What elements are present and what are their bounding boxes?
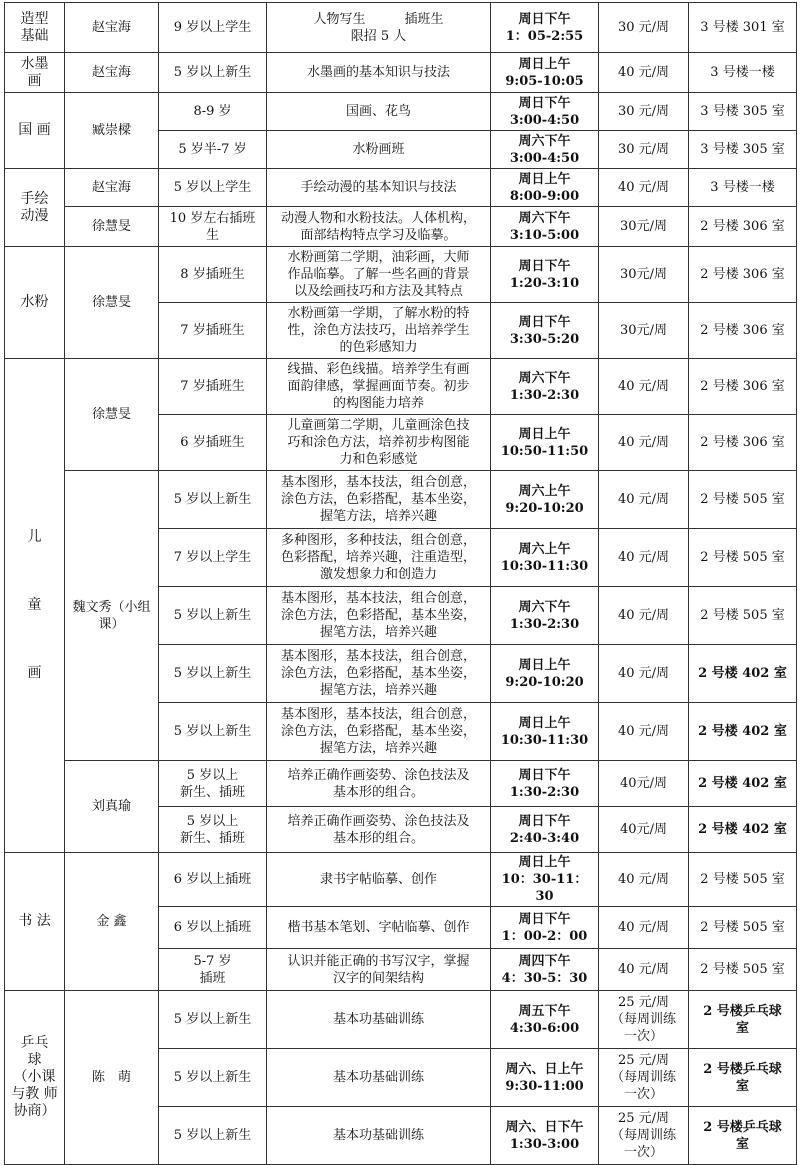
course-schedule-table <box>4 2 797 1165</box>
age-cell: 6 岁以上插班 <box>159 853 267 907</box>
room-cell: 2 号楼 402 室 <box>689 645 797 703</box>
time-cell: 周日上午 10:30-11:30 <box>491 703 599 761</box>
age-cell: 5 岁以上新生 <box>159 471 267 529</box>
category-cell: 造型 基础 <box>5 3 65 53</box>
content-cell: 基本功基础训练 <box>267 1049 491 1107</box>
room-cell: 2 号楼 306 室 <box>689 415 797 471</box>
age-cell: 7 岁插班生 <box>159 359 267 415</box>
content-cell: 手绘动漫的基本知识与技法 <box>267 169 491 207</box>
time-cell: 周五下午 4:30-6:00 <box>491 991 599 1049</box>
age-cell: 6 岁以上插班 <box>159 907 267 949</box>
category-cell: 水粉 <box>5 247 65 359</box>
time-cell: 周四下午 4：30-5：30 <box>491 949 599 991</box>
room-cell: 2 号楼 306 室 <box>689 359 797 415</box>
category-cell: 水墨 画 <box>5 53 65 93</box>
content-cell: 基本功基础训练 <box>267 991 491 1049</box>
room-cell: 2 号楼 505 室 <box>689 907 797 949</box>
teacher-cell: 徐慧旻 <box>65 207 159 247</box>
content-cell: 多种图形，多种技法，组合创意， 色彩搭配，培养兴趣，注重造型， 激发想象力和创造力 <box>267 529 491 587</box>
table-row <box>5 991 797 1049</box>
fee-cell: 40 元/周 <box>599 53 689 93</box>
age-cell: 5 岁以上 新生、插班 <box>159 807 267 853</box>
table-row <box>5 93 797 131</box>
age-cell: 5 岁以上新生 <box>159 991 267 1049</box>
content-cell: 水墨画的基本知识与技法 <box>267 53 491 93</box>
category-cell: 国 画 <box>5 93 65 169</box>
fee-cell: 40 元/周 <box>599 703 689 761</box>
table-row <box>5 761 797 807</box>
category-cell: 乒乓 球 （小课 与教 师 协商） <box>5 991 65 1165</box>
content-cell: 儿童画第二学期，儿童画涂色技 巧和涂色方法，培养初步构图能 力和色彩感觉 <box>267 415 491 471</box>
content-cell: 楷书基本笔划、字帖临摹、创作 <box>267 907 491 949</box>
content-cell: 基本图形，基本技法，组合创意， 涂色方法，色彩搭配，基本坐姿， 握笔方法，培养兴趣 <box>267 587 491 645</box>
age-cell: 5-7 岁 插班 <box>159 949 267 991</box>
teacher-cell: 赵宝海 <box>65 169 159 207</box>
content-cell: 水粉画第一学期，了解水粉的特 性，涂色方法技巧，出培养学生 的色彩感知力 <box>267 303 491 359</box>
content-cell: 培养正确作画姿势、涂色技法及 基本形的组合。 <box>267 761 491 807</box>
time-cell: 周日下午 2:40-3:40 <box>491 807 599 853</box>
fee-cell: 30元/周 <box>599 247 689 303</box>
room-cell: 2 号楼 402 室 <box>689 807 797 853</box>
room-cell: 3 号楼一楼 <box>689 169 797 207</box>
room-cell: 2 号楼 402 室 <box>689 703 797 761</box>
content-cell: 基本功基础训练 <box>267 1107 491 1165</box>
table-row <box>5 207 797 247</box>
teacher-cell: 赵宝海 <box>65 3 159 53</box>
table-row <box>5 359 797 415</box>
teacher-cell: 徐慧旻 <box>65 247 159 359</box>
fee-cell: 25 元/周 （每周训练 一次） <box>599 991 689 1049</box>
time-cell: 周六上午 9:20-10:20 <box>491 471 599 529</box>
teacher-cell: 陈 萌 <box>65 991 159 1165</box>
fee-cell: 40 元/周 <box>599 471 689 529</box>
fee-cell: 40 元/周 <box>599 949 689 991</box>
age-cell: 8 岁插班生 <box>159 247 267 303</box>
room-cell: 2 号楼 505 室 <box>689 853 797 907</box>
fee-cell: 30元/周 <box>599 303 689 359</box>
fee-cell: 40 元/周 <box>599 415 689 471</box>
room-cell: 2 号楼乒乓球 室 <box>689 991 797 1049</box>
fee-cell: 40元/周 <box>599 761 689 807</box>
time-cell: 周日下午 1:20-3:10 <box>491 247 599 303</box>
content-cell: 基本图形，基本技法，组合创意， 涂色方法，色彩搭配，基本坐姿， 握笔方法，培养兴趣 <box>267 645 491 703</box>
room-cell: 2 号楼乒乓球 室 <box>689 1049 797 1107</box>
teacher-cell: 魏文秀（小组 课） <box>65 471 159 761</box>
fee-cell: 40 元/周 <box>599 169 689 207</box>
time-cell: 周六下午 3:00-4:50 <box>491 131 599 169</box>
table-row <box>5 247 797 303</box>
content-cell: 认识并能正确的书写汉字，掌握 汉字的间架结构 <box>267 949 491 991</box>
category-cell: 手绘 动漫 <box>5 169 65 247</box>
time-cell: 周日上午 10:50-11:50 <box>491 415 599 471</box>
table-row <box>5 53 797 93</box>
content-cell: 隶书字帖临摹、创作 <box>267 853 491 907</box>
content-cell: 动漫人物和水粉技法。人体机构， 面部结构特点学习及临摹。 <box>267 207 491 247</box>
fee-cell: 25 元/周 （每周训练 一次） <box>599 1049 689 1107</box>
category-cell: 书 法 <box>5 853 65 991</box>
fee-cell: 30 元/周 <box>599 131 689 169</box>
time-cell: 周日上午 8:00-9:00 <box>491 169 599 207</box>
fee-cell: 30元/周 <box>599 207 689 247</box>
schedule-body <box>5 3 797 1165</box>
room-cell: 2 号楼 505 室 <box>689 471 797 529</box>
content-cell: 水粉画班 <box>267 131 491 169</box>
time-cell: 周六上午 10:30-11:30 <box>491 529 599 587</box>
age-cell: 9 岁以上学生 <box>159 3 267 53</box>
content-cell: 培养正确作画姿势、涂色技法及 基本形的组合。 <box>267 807 491 853</box>
content-cell: 水粉画第二学期，油彩画，大师 作品临摹。了解一些名画的背景 以及绘画技巧和方法及其特点 <box>267 247 491 303</box>
time-cell: 周日上午 10：30-11：30 <box>491 853 599 907</box>
content-cell: 基本图形，基本技法，组合创意， 涂色方法，色彩搭配，基本坐姿， 握笔方法，培养兴趣 <box>267 471 491 529</box>
age-cell: 7 岁以上学生 <box>159 529 267 587</box>
age-cell: 5 岁以上新生 <box>159 1049 267 1107</box>
fee-cell: 40 元/周 <box>599 359 689 415</box>
age-cell: 5 岁以上新生 <box>159 587 267 645</box>
time-cell: 周六下午 1:30-2:30 <box>491 359 599 415</box>
time-cell: 周日上午 9:20-10:20 <box>491 645 599 703</box>
table-row <box>5 853 797 907</box>
content-cell: 基本图形，基本技法，组合创意， 涂色方法，色彩搭配，基本坐姿， 握笔方法，培养兴趣 <box>267 703 491 761</box>
time-cell: 周六、日下午 1:30-3:00 <box>491 1107 599 1165</box>
teacher-cell: 刘真瑜 <box>65 761 159 853</box>
room-cell: 2 号楼乒乓球 室 <box>689 1107 797 1165</box>
age-cell: 7 岁插班生 <box>159 303 267 359</box>
age-cell: 5 岁以上新生 <box>159 645 267 703</box>
room-cell: 2 号楼 402 室 <box>689 761 797 807</box>
room-cell: 2 号楼 505 室 <box>689 587 797 645</box>
age-cell: 6 岁插班生 <box>159 415 267 471</box>
time-cell: 周日上午 9:05-10:05 <box>491 53 599 93</box>
fee-cell: 40 元/周 <box>599 645 689 703</box>
age-cell: 5 岁半-7 岁 <box>159 131 267 169</box>
fee-cell: 30 元/周 <box>599 93 689 131</box>
time-cell: 周日下午 1:30-2:30 <box>491 761 599 807</box>
time-cell: 周日下午 3:00-4:50 <box>491 93 599 131</box>
age-cell: 10 岁左右插班 生 <box>159 207 267 247</box>
room-cell: 2 号楼 306 室 <box>689 303 797 359</box>
room-cell: 3 号楼 301 室 <box>689 3 797 53</box>
fee-cell: 30 元/周 <box>599 3 689 53</box>
fee-cell: 40 元/周 <box>599 587 689 645</box>
teacher-cell: 臧崇樑 <box>65 93 159 169</box>
table-row <box>5 169 797 207</box>
age-cell: 5 岁以上新生 <box>159 53 267 93</box>
time-cell: 周日下午 1：00-2：00 <box>491 907 599 949</box>
content-cell: 人物写生 插班生 限招 5 人 <box>267 3 491 53</box>
content-cell: 线描、彩色线描。培养学生有画 面韵律感，掌握画面节奏。初步 的构图能力培养 <box>267 359 491 415</box>
fee-cell: 25 元/周 （每周训练 一次） <box>599 1107 689 1165</box>
fee-cell: 40 元/周 <box>599 907 689 949</box>
table-row <box>5 3 797 53</box>
age-cell: 5 岁以上新生 <box>159 1107 267 1165</box>
fee-cell: 40 元/周 <box>599 529 689 587</box>
room-cell: 3 号楼 305 室 <box>689 131 797 169</box>
age-cell: 5 岁以上学生 <box>159 169 267 207</box>
time-cell: 周日下午 3:30-5:20 <box>491 303 599 359</box>
age-cell: 5 岁以上新生 <box>159 703 267 761</box>
teacher-cell: 赵宝海 <box>65 53 159 93</box>
time-cell: 周六下午 1:30-2:30 <box>491 587 599 645</box>
room-cell: 2 号楼 505 室 <box>689 529 797 587</box>
time-cell: 周六下午 3:10-5:00 <box>491 207 599 247</box>
time-cell: 周日下午 1：05-2:55 <box>491 3 599 53</box>
time-cell: 周六、日上午 9:30-11:00 <box>491 1049 599 1107</box>
room-cell: 2 号楼 306 室 <box>689 247 797 303</box>
age-cell: 5 岁以上 新生、插班 <box>159 761 267 807</box>
room-cell: 3 号楼 305 室 <box>689 93 797 131</box>
room-cell: 2 号楼 505 室 <box>689 949 797 991</box>
category-cell: 儿 童 画 <box>5 359 65 853</box>
table-row <box>5 471 797 529</box>
content-cell: 国画、花鸟 <box>267 93 491 131</box>
fee-cell: 40 元/周 <box>599 853 689 907</box>
teacher-cell: 徐慧旻 <box>65 359 159 471</box>
room-cell: 2 号楼 306 室 <box>689 207 797 247</box>
teacher-cell: 金 鑫 <box>65 853 159 991</box>
room-cell: 3 号楼一楼 <box>689 53 797 93</box>
fee-cell: 40元/周 <box>599 807 689 853</box>
age-cell: 8-9 岁 <box>159 93 267 131</box>
